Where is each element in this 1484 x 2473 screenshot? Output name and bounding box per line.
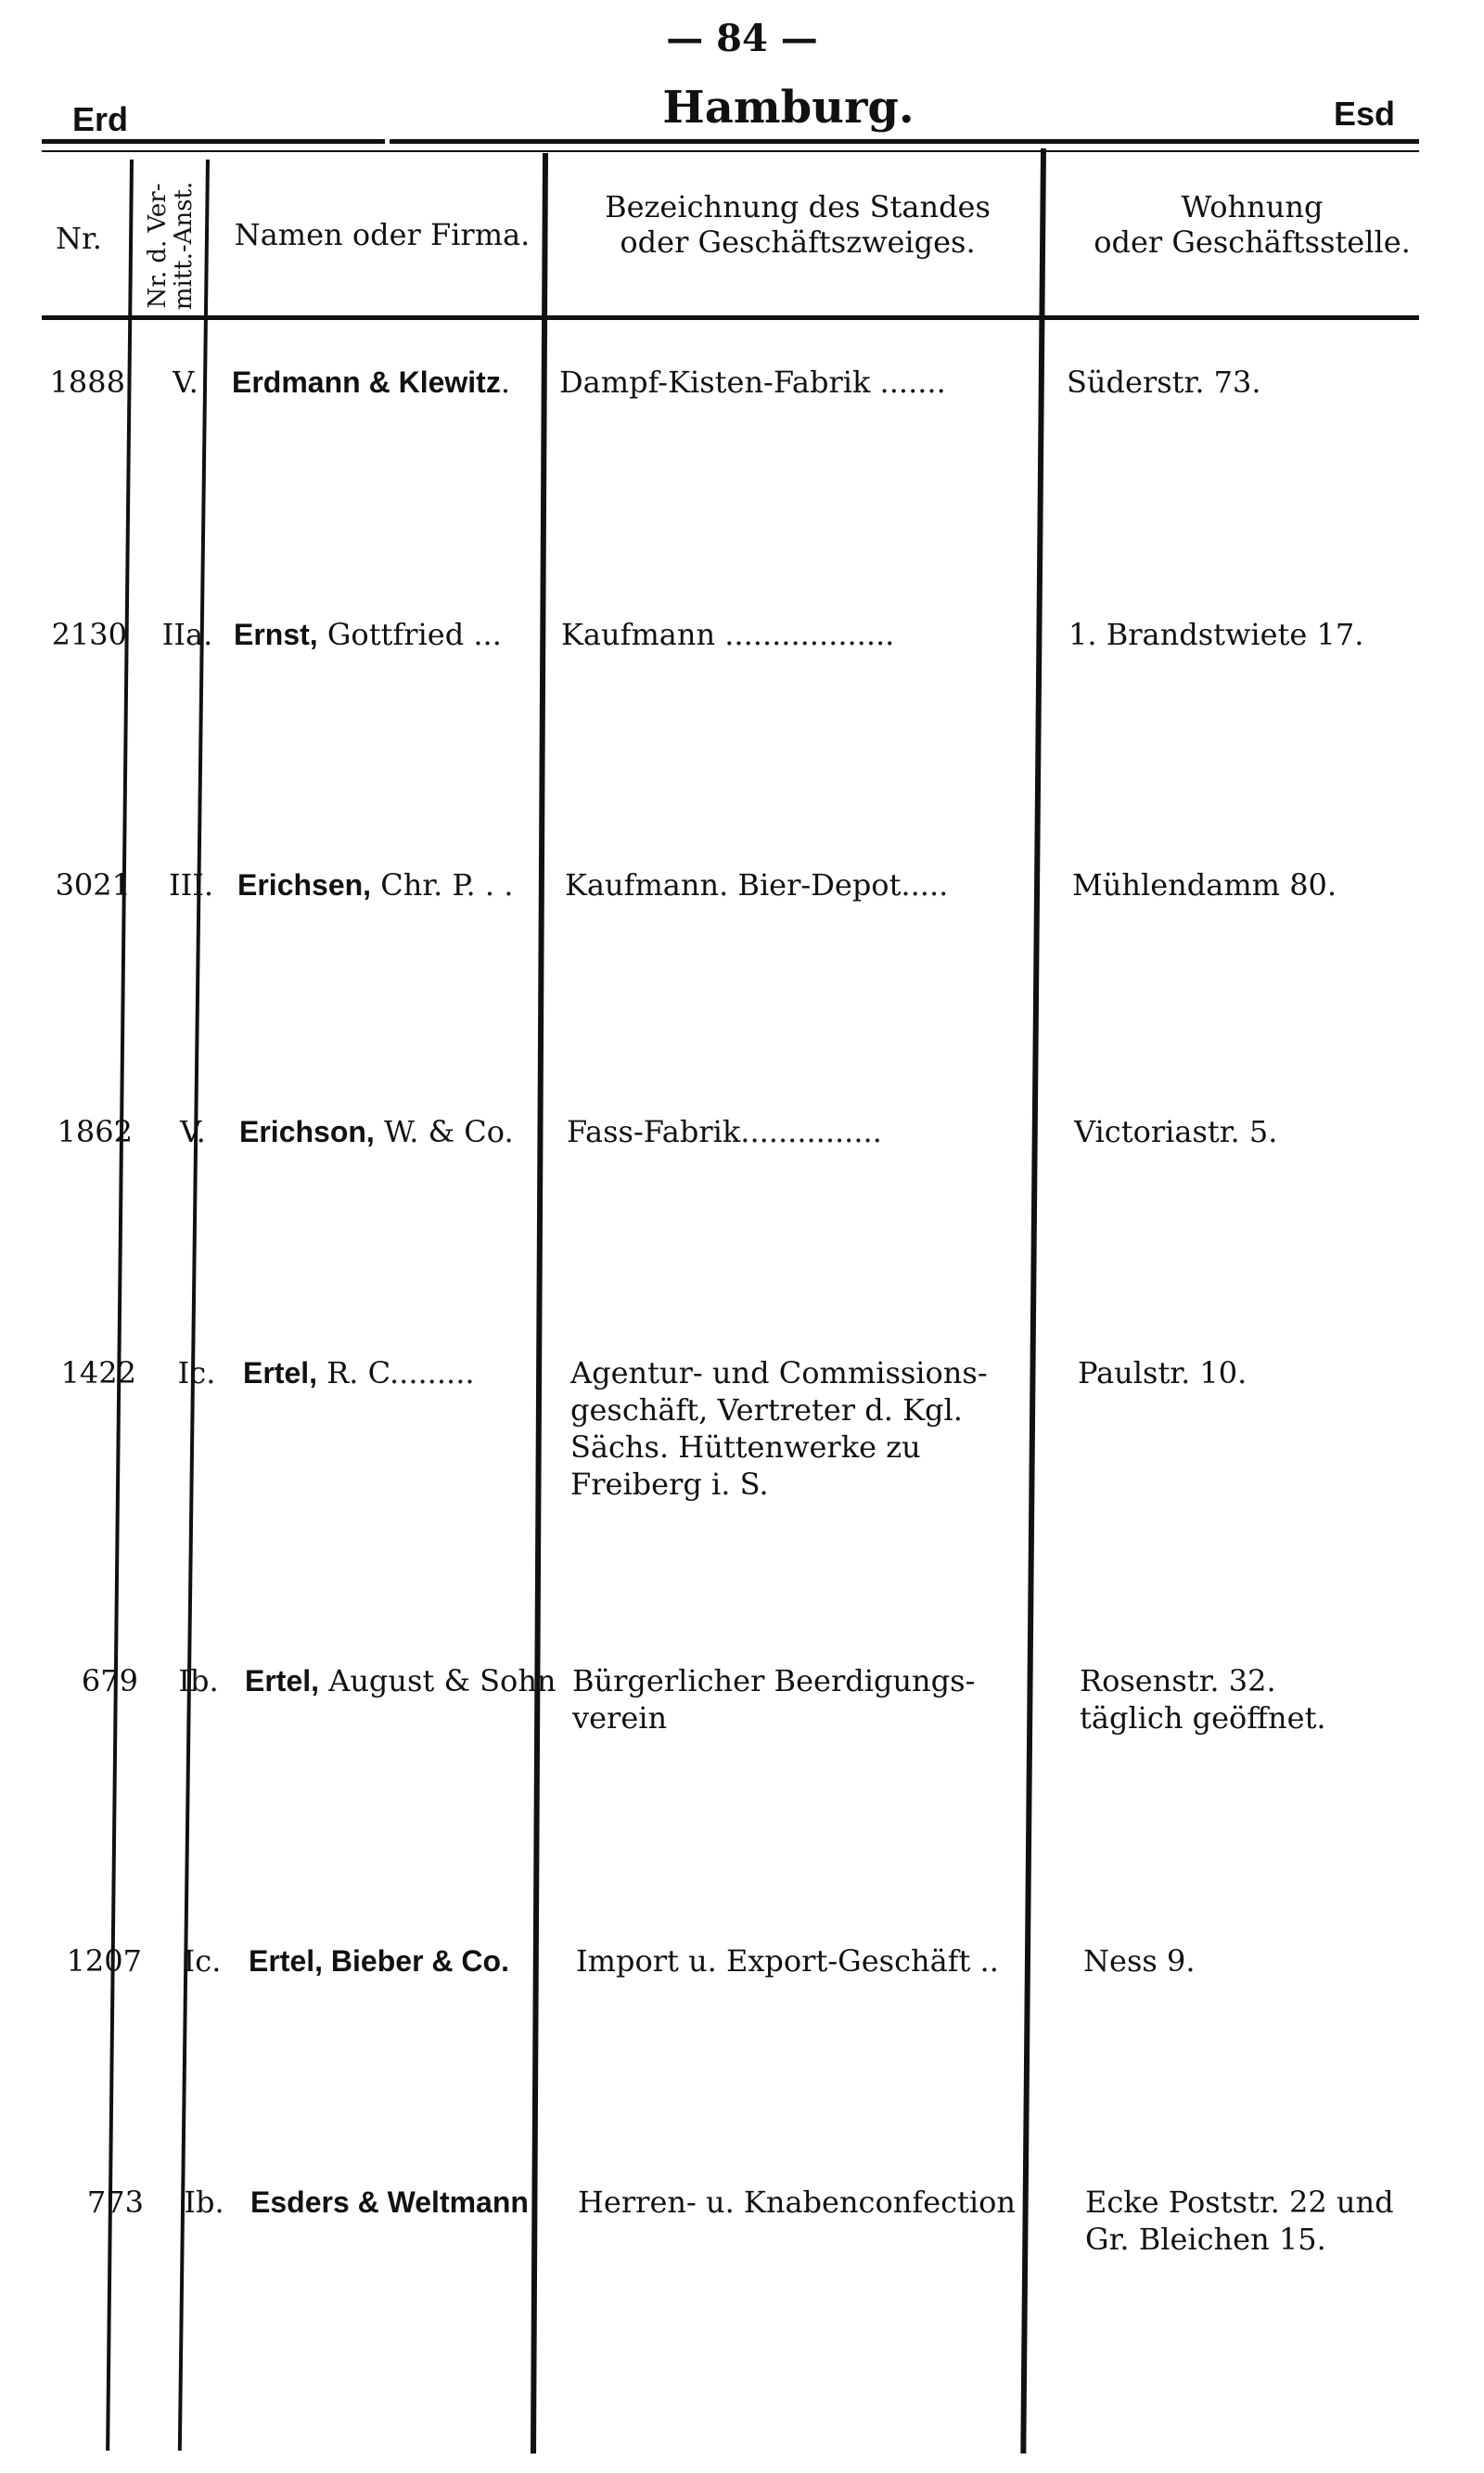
entry-name-bold: Ertel, <box>245 1664 320 1698</box>
entry-name <box>234 616 558 653</box>
entry-vermittlung: Ib. <box>178 1663 219 1698</box>
entry-stand: Kaufmann. Bier-Depot..... <box>565 867 949 903</box>
column-divider-4 <box>1020 148 1046 2454</box>
entry-vermittlung: V. <box>180 1114 206 1149</box>
header-rule-thin <box>42 150 1419 152</box>
entry-name <box>249 1942 573 1980</box>
entry-wohnung: Rosenstr. 32. täglich geöffnet. <box>1080 1663 1326 1736</box>
entry-name-rest: Gottfried ... <box>317 617 502 652</box>
column-divider-1 <box>106 160 134 2451</box>
entry-wohnung: Ness 9. <box>1083 1943 1196 1979</box>
entry-name <box>243 1354 568 1391</box>
entry-number: 1862 <box>57 1114 133 1149</box>
running-head-right: Esd <box>1334 95 1396 133</box>
entry-vermittlung: Ic. <box>183 1943 222 1979</box>
header-rule-left <box>42 139 385 144</box>
entry-number: 1888 <box>49 365 125 400</box>
entry-name-rest: R. C......... <box>317 1355 475 1390</box>
entry-name-rest: Chr. P. . . <box>371 867 514 903</box>
entry-vermittlung: Ib. <box>184 2185 224 2220</box>
column-header-nr: Nr. <box>56 221 102 256</box>
entry-wohnung: Mühlendamm 80. <box>1072 867 1337 903</box>
page-number: — 84 — <box>666 17 818 60</box>
entry-name-bold: Erichson, <box>239 1115 375 1148</box>
entry-name <box>237 866 562 903</box>
entry-name-bold: Esders & Weltmann <box>250 2185 529 2219</box>
entry-number: 773 <box>86 2185 144 2220</box>
entry-number: 1207 <box>66 1943 142 1979</box>
column-header-name: Namen oder Firma. <box>234 217 531 252</box>
entry-name-rest: W. & Co. <box>374 1114 514 1149</box>
entry-stand: Import u. Export-Geschäft .. <box>576 1943 999 1979</box>
entry-name-bold: Ernst, <box>234 618 318 651</box>
column-header-vermittlung-text: Nr. d. Ver- mitt.-Anst. <box>144 181 198 311</box>
entry-name-bold: Erdmann & Klewitz <box>232 365 501 399</box>
running-head-left: Erd <box>72 100 129 138</box>
column-header-wohnung: Wohnung oder Geschäftsstelle. <box>1094 189 1411 260</box>
entry-name-bold: Ertel, <box>243 1356 318 1390</box>
entry-wohnung: Victoriastr. 5. <box>1074 1114 1278 1149</box>
entry-stand: Bürgerlicher Beerdigungs- verein <box>572 1663 976 1736</box>
entry-vermittlung: V. <box>173 365 198 400</box>
entry-number: 679 <box>81 1663 138 1698</box>
entry-vermittlung: III. <box>168 867 214 903</box>
column-divider-2 <box>178 160 210 2451</box>
header-rule-right <box>390 139 1419 144</box>
entry-name <box>250 2184 575 2221</box>
entry-stand: Herren- u. Knabenconfection <box>578 2185 1017 2220</box>
entry-number: 2130 <box>51 617 127 652</box>
entry-wohnung: Paulstr. 10. <box>1078 1355 1247 1390</box>
entry-stand: Fass-Fabrik............... <box>567 1114 882 1149</box>
entry-name <box>239 1113 564 1150</box>
column-header-vermittlung <box>137 167 204 325</box>
entry-name <box>245 1662 569 1699</box>
entry-name-rest: August & Sohn <box>319 1663 556 1698</box>
entry-name <box>232 364 556 401</box>
entry-number: 3021 <box>55 867 131 903</box>
table-head-rule <box>42 315 1419 320</box>
column-header-stand: Bezeichnung des Standes oder Geschäftszweiges. <box>605 189 991 260</box>
entry-name-bold: Ertel, Bieber & Co. <box>249 1944 509 1978</box>
entry-stand: Kaufmann .................. <box>561 617 895 652</box>
entry-wohnung: 1. Brandstwiete 17. <box>1068 617 1364 652</box>
entry-name-bold: Erichsen, <box>237 868 372 902</box>
entry-vermittlung: Ic. <box>177 1355 216 1390</box>
entry-wohnung: Süderstr. 73. <box>1067 365 1261 400</box>
entry-stand: Dampf-Kisten-Fabrik ....... <box>559 365 946 400</box>
column-divider-3 <box>531 153 548 2454</box>
entry-vermittlung: IIa. <box>161 617 213 652</box>
page-title: Hamburg. <box>662 82 915 134</box>
entry-number: 1422 <box>60 1355 136 1390</box>
entry-wohnung: Ecke Poststr. 22 und Gr. Bleichen 15. <box>1085 2185 1394 2257</box>
entry-stand: Agentur- und Commissions- geschäft, Vertreter d. Kgl. Sächs. Hüttenwerke zu Freiberg i. S. <box>570 1355 988 1502</box>
entry-name-rest: . <box>500 365 510 400</box>
